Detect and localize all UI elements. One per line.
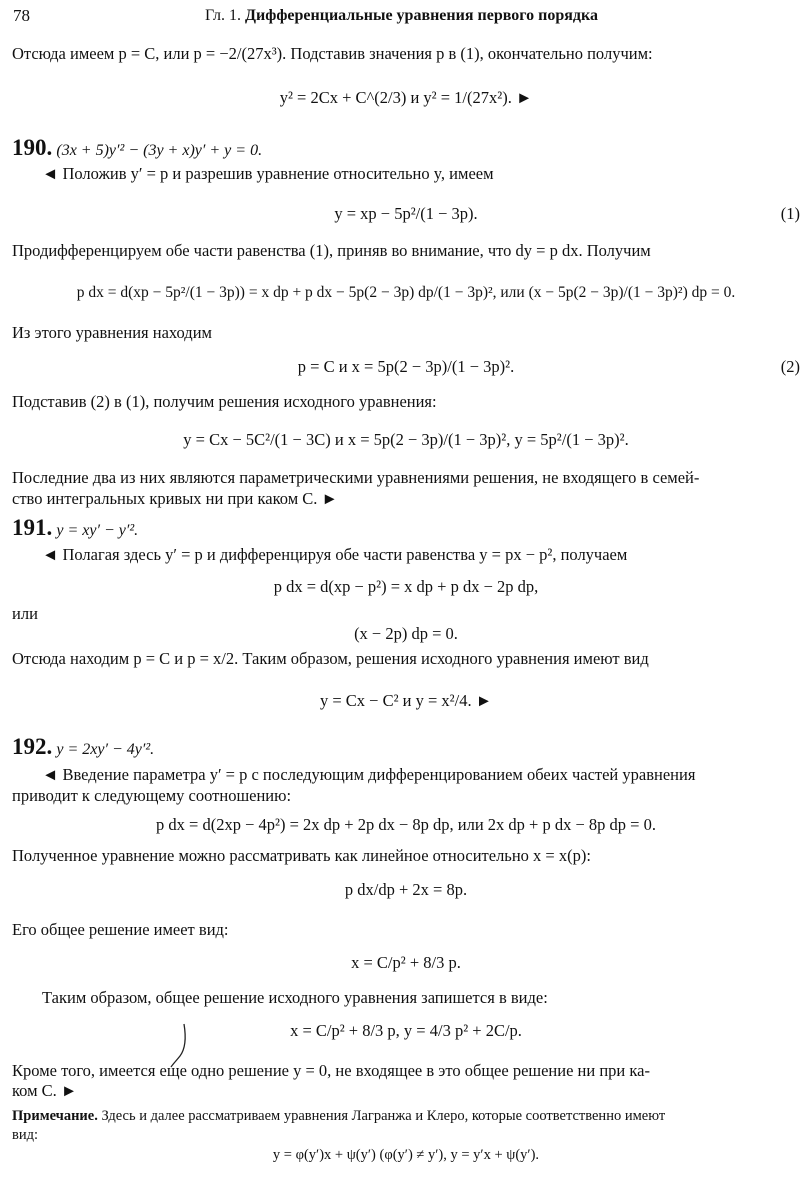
formula-line: p dx/dp + 2x = 8p. — [344, 880, 468, 899]
running-header — [205, 6, 598, 25]
equation-label: (2) — [780, 357, 800, 376]
problem-equation: y = 2xy′ − 4y′². — [56, 741, 155, 758]
formula-line: p dx = d(2xp − 4p²) = 2x dp + 2p dx − 8p dp, или 2x dp + p dx − 8p dp = 0. — [156, 815, 656, 834]
text-line: вид: — [12, 1127, 39, 1143]
text-line: Из этого уравнения находим — [12, 323, 212, 342]
formula-line: y = Cx − 5C²/(1 − 3C) и x = 5p(2 − 3p)/(1 − 3p)², y = 5p²/(1 − 3p)². — [183, 430, 629, 449]
text-line: Подставив (2) в (1), получим решения исходного уравнения: — [12, 392, 437, 411]
text-line: приводит к следующему соотношению: — [12, 786, 292, 805]
text-line: Таким образом, общее решение исходного уравнения запишется в виде: — [42, 988, 548, 1007]
text-line: Отсюда находим p = C и p = x/2. Таким образом, решения исходного уравнения имеют вид — [12, 649, 649, 668]
text-line: ком C. ► — [12, 1081, 78, 1100]
formula-line: p dx = d(xp − p²) = x dp + p dx − 2p dp, — [273, 577, 539, 596]
text-line: ство интегральных кривых ни при каком C. ► — [12, 489, 338, 508]
problem-equation: y = xy′ − y′². — [56, 522, 139, 539]
problem-number: 191. — [12, 515, 53, 540]
text-line: Его общее решение имеет вид: — [12, 920, 229, 939]
page-number: 78 — [13, 6, 30, 25]
formula-line: (x − 2p) dp = 0. — [354, 624, 458, 643]
formula-line: y = φ(y′)x + ψ(y′) (φ(y′) ≠ y′), y = y′x + ψ(y′). — [272, 1147, 540, 1163]
note-label: Примечание. — [12, 1108, 98, 1124]
problem-190 — [12, 134, 262, 162]
pen-stroke-mark — [170, 1022, 192, 1068]
note-text: Здесь и далее рассматриваем уравнения Лагранжа и Клеро, которые соответственно имеют — [101, 1108, 666, 1124]
text-line: или — [12, 604, 38, 623]
chapter-title: Дифференциальные уравнения первого порядка — [245, 7, 598, 24]
formula-line: p dx = d(xp − 5p²/(1 − 3p)) = x dp + p dx − 5p(2 − 3p) dp/(1 − 3p)², или (x − 5p(2 − 3p)/(1 − 3p)²) dp = 0. — [76, 284, 736, 301]
equation-label: (1) — [780, 204, 800, 223]
formula-line: p = C и x = 5p(2 − 3p)/(1 − 3p)². — [297, 357, 515, 376]
formula-line: x = C/p² + 8/3 p, y = 4/3 p² + 2C/p. — [290, 1021, 522, 1040]
text-line: Последние два из них являются параметрическими уравнениями решения, не входящего в семей- — [12, 468, 700, 487]
note-line — [12, 1108, 665, 1125]
chapter-prefix: Гл. 1. — [205, 7, 242, 24]
text-line: Отсюда имеем p = C, или p = −2/(27x³). Подставив значения p в (1), окончательно получим: — [12, 44, 653, 63]
text-line: Полученное уравнение можно рассматривать как линейное относительно x = x(p): — [12, 846, 591, 865]
text-line: ◄ Введение параметра y′ = p с последующим дифференцированием обеих частей уравнения — [42, 765, 696, 784]
formula-line: x = C/p² + 8/3 p. — [351, 953, 461, 972]
formula-line: y² = 2Cx + C^(2/3) и y² = 1/(27x²). ► — [279, 88, 533, 107]
formula-line: y = xp − 5p²/(1 − 3p). — [334, 204, 478, 223]
text-line: Продифференцируем обе части равенства (1), приняв во внимание, что dy = p dx. Получим — [12, 241, 651, 260]
problem-192 — [12, 733, 154, 761]
problem-191 — [12, 514, 138, 542]
problem-number: 192. — [12, 734, 53, 759]
problem-equation: (3x + 5)y′² − (3y + x)y′ + y = 0. — [56, 142, 263, 159]
text-line: Кроме того, имеется еще одно решение y = 0, не входящее в это общее решение ни при ка- — [12, 1061, 650, 1080]
formula-line: y = Cx − C² и y = x²/4. ► — [319, 691, 493, 710]
problem-number: 190. — [12, 135, 53, 160]
text-line: ◄ Положив y′ = p и разрешив уравнение относительно y, имеем — [42, 164, 494, 183]
text-line: ◄ Полагая здесь y′ = p и дифференцируя обе части равенства y = px − p², получаем — [42, 545, 628, 564]
